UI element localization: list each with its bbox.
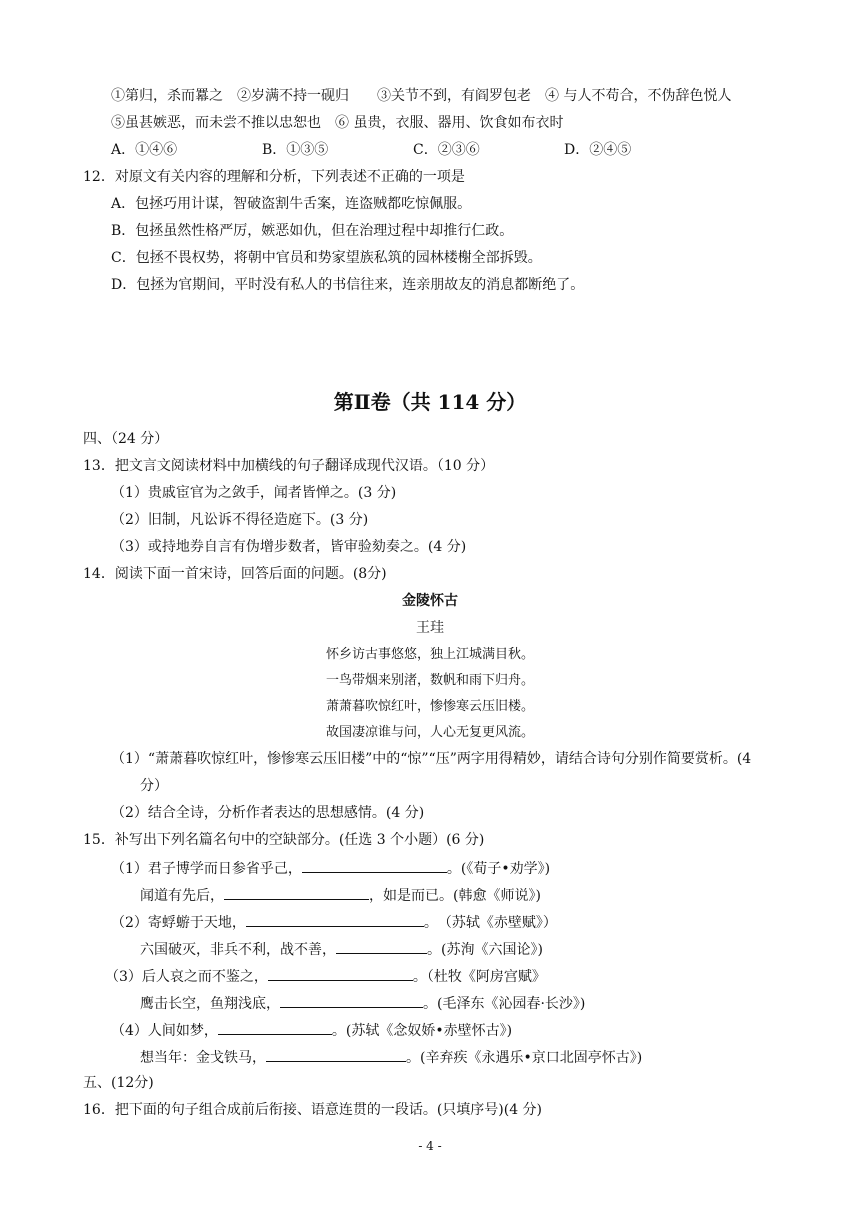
poem-line-2: 一鸟带烟来别渚，数帆和雨下归舟。 bbox=[325, 673, 534, 688]
poem-title: 金陵怀古 bbox=[402, 593, 458, 609]
q14-sub2: （2）结合全诗，分析作者表达的思想感情。(4 分) bbox=[111, 805, 425, 821]
q12-option-d[interactable]: D．包拯为官期间，平时没有私人的书信往来，连亲朋故友的消息都断绝了。 bbox=[111, 277, 585, 293]
q14-sub1: （1）“萧萧暮吹惊红叶，惨惨寒云压旧楼”中的“惊”“压”两字用得精妙，请结合诗句分别作简要赏析。(4 bbox=[111, 751, 752, 767]
q15-row-4a-text: （4）人间如梦， bbox=[111, 1023, 218, 1039]
poem-line-1: 怀乡访古事悠悠，独上江城满目秋。 bbox=[325, 647, 534, 662]
answer-blank-1a[interactable] bbox=[302, 858, 447, 873]
q12-stem: 12．对原文有关内容的理解和分析，下列表述不正确的一项是 bbox=[83, 169, 465, 185]
answer-blank-2a[interactable] bbox=[246, 912, 424, 927]
q15-row-2a bbox=[111, 912, 557, 932]
answer-blank-4a[interactable] bbox=[218, 1020, 332, 1035]
q15-row-3b-source: 。(毛泽东《沁园春·长沙》) bbox=[423, 996, 586, 1012]
q15-stem: 15．补写出下列名篇名句中的空缺部分。(任选 3 个小题）(6 分) bbox=[83, 832, 485, 848]
answer-blank-1b[interactable] bbox=[224, 885, 369, 900]
answer-blank-4b[interactable] bbox=[266, 1047, 406, 1062]
q15-row-3a-text: （3）后人哀之而不鉴之， bbox=[105, 969, 268, 985]
q15-row-4a-source: 。(苏轼《念奴娇•赤壁怀古》) bbox=[331, 1023, 513, 1039]
q15-row-2b-source: 。(苏洵《六国论》) bbox=[427, 942, 543, 958]
q15-row-1b bbox=[140, 885, 541, 905]
q15-row-3a bbox=[105, 966, 546, 986]
q11-option-c[interactable]: C．②③⑥ bbox=[413, 142, 480, 158]
poem-line-3: 萧萧暮吹惊红叶，惨惨寒云压旧楼。 bbox=[325, 699, 534, 714]
section4-heading: 四、（24 分） bbox=[83, 431, 169, 447]
q12-option-c[interactable]: C．包拯不畏权势，将朝中官员和势家望族私筑的园林楼榭全部拆毁。 bbox=[111, 250, 542, 266]
q15-row-1a bbox=[111, 858, 550, 878]
part2-title: 第Ⅱ卷（共 114 分） bbox=[333, 390, 527, 414]
q15-row-2a-source: 。 （苏轼《赤壁赋》） bbox=[423, 915, 557, 931]
q11-option-d[interactable]: D．②④⑤ bbox=[564, 142, 632, 158]
answer-blank-3b[interactable] bbox=[280, 993, 423, 1008]
answer-blank-3a[interactable] bbox=[268, 966, 413, 981]
q16-stem: 16．把下面的句子组合成前后衔接、语意连贯的一段话。(只填序号)(4 分) bbox=[83, 1102, 543, 1118]
poem-line-4: 故国凄凉谁与问，人心无复更风流。 bbox=[325, 725, 534, 740]
q15-row-1a-source: 。(《荀子•劝学》) bbox=[446, 861, 551, 877]
q14-stem: 14．阅读下面一首宋诗，回答后面的问题。(8分) bbox=[83, 566, 387, 582]
section5-heading: 五、(12分) bbox=[83, 1075, 154, 1091]
q11-option-b[interactable]: B．①③⑤ bbox=[262, 142, 329, 158]
q15-row-4b bbox=[140, 1047, 642, 1067]
q15-row-4b-source: 。(辛弃疾《永遇乐•京口北固亭怀古》) bbox=[406, 1050, 643, 1066]
q15-row-2a-text: （2）寄蜉蝣于天地， bbox=[111, 915, 246, 931]
q15-row-4b-text: 想当年：金戈铁马， bbox=[140, 1050, 266, 1066]
q13-item-1: （1）贵戚宦官为之敛手，闻者皆惮之。(3 分) bbox=[111, 485, 397, 501]
q15-row-1b-text: 闻道有先后， bbox=[140, 888, 224, 904]
answer-blank-2b[interactable] bbox=[336, 939, 427, 954]
q15-row-3b-text: 鹰击长空，鱼翔浅底， bbox=[140, 996, 280, 1012]
q15-row-4a bbox=[111, 1020, 512, 1040]
poem-author: 王珪 bbox=[416, 620, 444, 636]
q15-row-3a-source: 。（杜牧《阿房宫赋》 bbox=[412, 969, 546, 985]
q11-option-a[interactable]: A．①④⑥ bbox=[111, 142, 178, 158]
q13-item-2: （2）旧制，凡讼诉不得径造庭下。(3 分) bbox=[111, 512, 369, 528]
page-number: - 4 - bbox=[418, 1139, 442, 1153]
q13-stem: 13．把文言文阅读材料中加横线的句子翻译成现代汉语。（10 分） bbox=[83, 458, 495, 474]
q12-option-a[interactable]: A．包拯巧用计谋，智破盗割牛舌案，连盗贼都吃惊佩服。 bbox=[111, 196, 472, 212]
q11-choices-line2: ⑤虽甚嫉恶，而未尝不推以忠恕也 ⑥ 虽贵，衣服、器用、饮食如布衣时 bbox=[111, 115, 564, 131]
q15-row-2b bbox=[140, 939, 543, 959]
q13-item-3: （3）或持地券自言有伪增步数者，皆审验劾奏之。(4 分) bbox=[111, 539, 467, 555]
q15-row-1a-text: （1）君子博学而日参省乎己， bbox=[111, 861, 302, 877]
q14-sub1-cont: 分） bbox=[140, 778, 168, 794]
q12-option-b[interactable]: B．包拯虽然性格严厉，嫉恶如仇，但在治理过程中却推行仁政。 bbox=[111, 223, 514, 239]
q15-row-2b-text: 六国破灭，非兵不利，战不善， bbox=[140, 942, 336, 958]
q11-options bbox=[111, 141, 631, 159]
q15-row-3b bbox=[140, 993, 585, 1013]
q11-choices-line1: ①第归，杀而羃之 ②岁满不持一砚归 ③关节不到，有阎罗包老 ④ 与人不苟合，不伪辞色悦人 bbox=[111, 88, 732, 104]
q15-row-1b-source: ，如是而已。(韩愈《师说》) bbox=[369, 888, 541, 904]
